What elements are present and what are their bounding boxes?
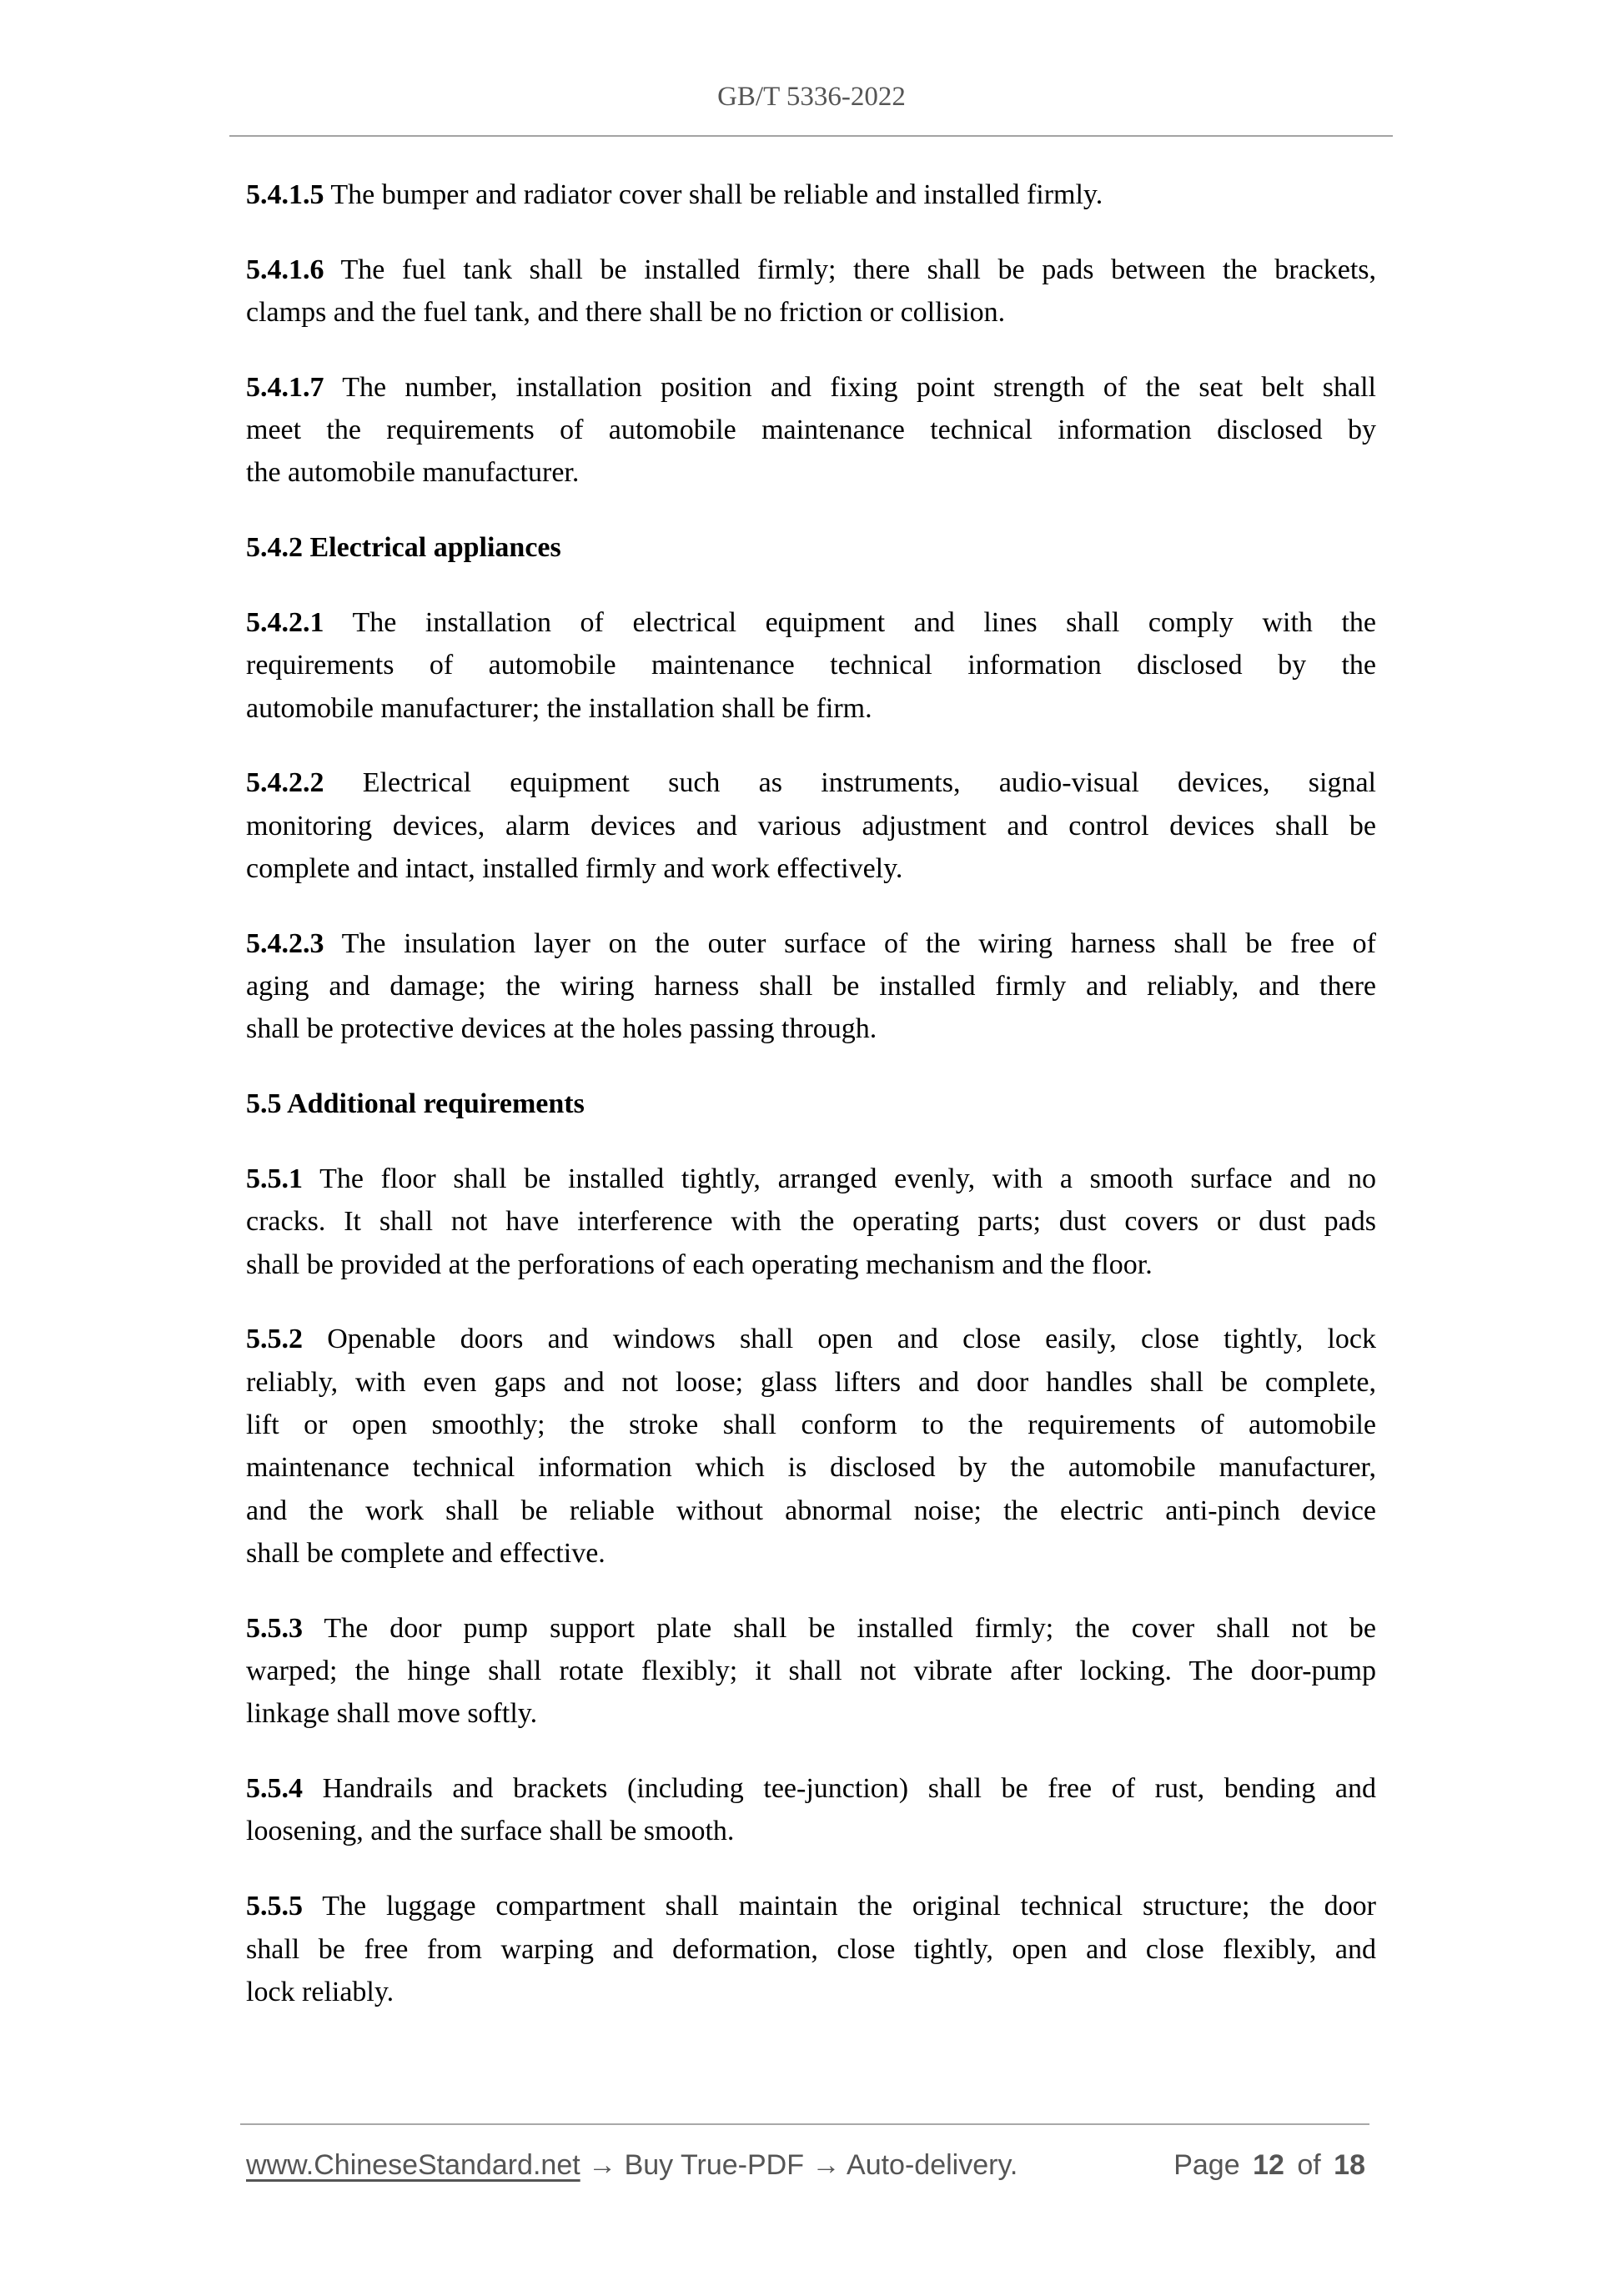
arrow-right-icon: →	[812, 2149, 841, 2181]
line-text: meet the requirements of automobile maintenance technical information disclosed by	[246, 414, 1376, 446]
section-heading	[246, 1083, 1376, 1125]
line-text: The number, installation position and fixing point strength of the seat belt shall	[342, 371, 1377, 403]
text-line	[246, 1490, 1376, 1532]
line-text: loosening, and the surface shall be smooth.	[246, 1816, 735, 1847]
header-divider	[229, 135, 1393, 137]
text-line	[246, 1532, 1376, 1575]
text-line	[246, 1318, 1376, 1360]
clause-number: 5.4.1.5	[246, 179, 324, 210]
text-line	[246, 249, 1376, 291]
page-footer	[246, 2147, 1368, 2183]
clause-paragraph	[246, 173, 1376, 216]
text-line	[246, 922, 1376, 965]
text-line	[246, 1404, 1376, 1446]
line-text: aging and damage; the wiring harness shall be installed firmly and reliably, and there	[246, 971, 1376, 1002]
text-line	[246, 1361, 1376, 1404]
line-text: warped; the hinge shall rotate flexibly; it shall not vibrate after locking. The door-pump	[246, 1655, 1376, 1687]
line-text: automobile manufacturer; the installation shall be firm.	[246, 692, 872, 724]
text-line	[246, 366, 1376, 409]
clause-paragraph	[246, 1318, 1376, 1575]
clause-paragraph	[246, 249, 1376, 334]
line-text: shall be complete and effective.	[246, 1537, 605, 1569]
clause-paragraph	[246, 1607, 1376, 1736]
text-line	[246, 1650, 1376, 1692]
clause-number: 5.5.2	[246, 1324, 303, 1355]
text-line	[246, 1767, 1376, 1810]
line-text: The bumper and radiator cover shall be reliable and installed firmly.	[330, 179, 1103, 210]
text-line	[246, 409, 1376, 451]
line-text: Additional requirements	[287, 1088, 585, 1120]
clause-number: 5.5.4	[246, 1773, 303, 1805]
line-text: the automobile manufacturer.	[246, 457, 580, 489]
text-line	[246, 805, 1376, 847]
text-line	[246, 173, 1376, 216]
chinesestandard-link[interactable]: www.ChineseStandard.net	[246, 2149, 580, 2181]
line-text: Openable doors and windows shall open and close easily, close tightly, lock	[327, 1324, 1377, 1355]
clause-paragraph	[246, 601, 1376, 730]
text-line	[246, 1243, 1376, 1286]
line-text: The fuel tank shall be installed firmly; there shall be pads between the brackets,	[340, 254, 1376, 285]
page-of-label: of	[1297, 2149, 1321, 2181]
line-text: The installation of electrical equipment and lines shall comply with the	[352, 607, 1377, 639]
section-number: 5.4.2	[246, 532, 303, 564]
line-text: The door pump support plate shall be installed firmly; the cover shall not be	[324, 1612, 1376, 1644]
text-line	[246, 965, 1376, 1007]
line-text: Electrical appliances	[309, 532, 561, 564]
footer-step-delivery: Auto-delivery.	[847, 2149, 1018, 2181]
text-line	[246, 291, 1376, 334]
section-heading	[246, 526, 1376, 569]
clause-paragraph	[246, 761, 1376, 890]
text-line	[246, 1158, 1376, 1200]
clause-number: 5.4.2.2	[246, 767, 324, 799]
line-text: Handrails and brackets (including tee-junction) shall be free of rust, bending and	[322, 1773, 1376, 1805]
line-text: The insulation layer on the outer surface of the wiring harness shall be free of	[341, 927, 1376, 959]
text-line	[246, 451, 1376, 494]
line-text: complete and intact, installed firmly and work effectively.	[246, 853, 903, 885]
line-text: monitoring devices, alarm devices and various adjustment and control devices shall be	[246, 810, 1376, 842]
line-text: shall be provided at the perforations of each operating mechanism and the floor.	[246, 1248, 1153, 1280]
document-body	[246, 173, 1376, 2046]
text-line	[246, 687, 1376, 730]
page-indicator	[1173, 2147, 1365, 2183]
text-line	[246, 1885, 1376, 1927]
line-text: shall be free from warping and deformation, close tightly, open and close flexibly, and	[246, 1933, 1376, 1965]
text-line	[246, 1200, 1376, 1243]
clause-number: 5.5.3	[246, 1612, 303, 1644]
footer-divider	[240, 2123, 1369, 2125]
clause-number: 5.5.1	[246, 1163, 303, 1195]
footer-step-buy: Buy True-PDF	[624, 2149, 804, 2181]
line-text: The luggage compartment shall maintain the original technical structure; the door	[322, 1891, 1376, 1922]
running-header: GB/T 5336-2022	[717, 82, 906, 112]
line-text: lock reliably.	[246, 1976, 394, 2007]
current-page-number: 12	[1253, 2149, 1284, 2181]
text-line	[246, 1928, 1376, 1971]
line-text: clamps and the fuel tank, and there shall be no friction or collision.	[246, 297, 1006, 329]
clause-number: 5.4.2.1	[246, 607, 324, 639]
clause-paragraph	[246, 1158, 1376, 1286]
text-line	[246, 526, 1376, 569]
text-line	[246, 1692, 1376, 1735]
clause-paragraph	[246, 1885, 1376, 2013]
clause-number: 5.5.5	[246, 1891, 303, 1922]
arrow-right-icon: →	[588, 2149, 617, 2181]
text-line	[246, 1446, 1376, 1489]
section-number: 5.5	[246, 1088, 282, 1120]
footer-promo	[246, 2147, 1018, 2183]
line-text: The floor shall be installed tightly, arranged evenly, with a smooth surface and no	[319, 1163, 1376, 1195]
clause-number: 5.4.2.3	[246, 927, 324, 959]
clause-paragraph	[246, 366, 1376, 495]
line-text: Electrical equipment such as instruments, audio-visual devices, signal	[362, 767, 1376, 799]
line-text: linkage shall move softly.	[246, 1698, 538, 1730]
text-line	[246, 847, 1376, 890]
clause-paragraph	[246, 922, 1376, 1051]
text-line	[246, 1083, 1376, 1125]
line-text: and the work shall be reliable without abnormal noise; the electric anti-pinch device	[246, 1495, 1376, 1526]
text-line	[246, 644, 1376, 686]
line-text: lift or open smoothly; the stroke shall conform to the requirements of automobile	[246, 1409, 1376, 1441]
text-line	[246, 1810, 1376, 1852]
text-line	[246, 601, 1376, 644]
line-text: cracks. It shall not have interference with the operating parts; dust covers or dust pads	[246, 1206, 1376, 1238]
clause-paragraph	[246, 1767, 1376, 1853]
page-label: Page	[1173, 2149, 1240, 2181]
line-text: reliably, with even gaps and not loose; glass lifters and door handles shall be complete,	[246, 1366, 1376, 1398]
line-text: maintenance technical information which is disclosed by the automobile manufacturer,	[246, 1452, 1376, 1484]
text-line	[246, 761, 1376, 804]
line-text: requirements of automobile maintenance technical information disclosed by the	[246, 650, 1376, 681]
total-pages-number: 18	[1334, 2149, 1365, 2181]
text-line	[246, 1007, 1376, 1050]
line-text: shall be protective devices at the holes passing through.	[246, 1013, 877, 1045]
clause-number: 5.4.1.7	[246, 371, 324, 403]
text-line	[246, 1971, 1376, 2013]
clause-number: 5.4.1.6	[246, 254, 324, 285]
text-line	[246, 1607, 1376, 1650]
